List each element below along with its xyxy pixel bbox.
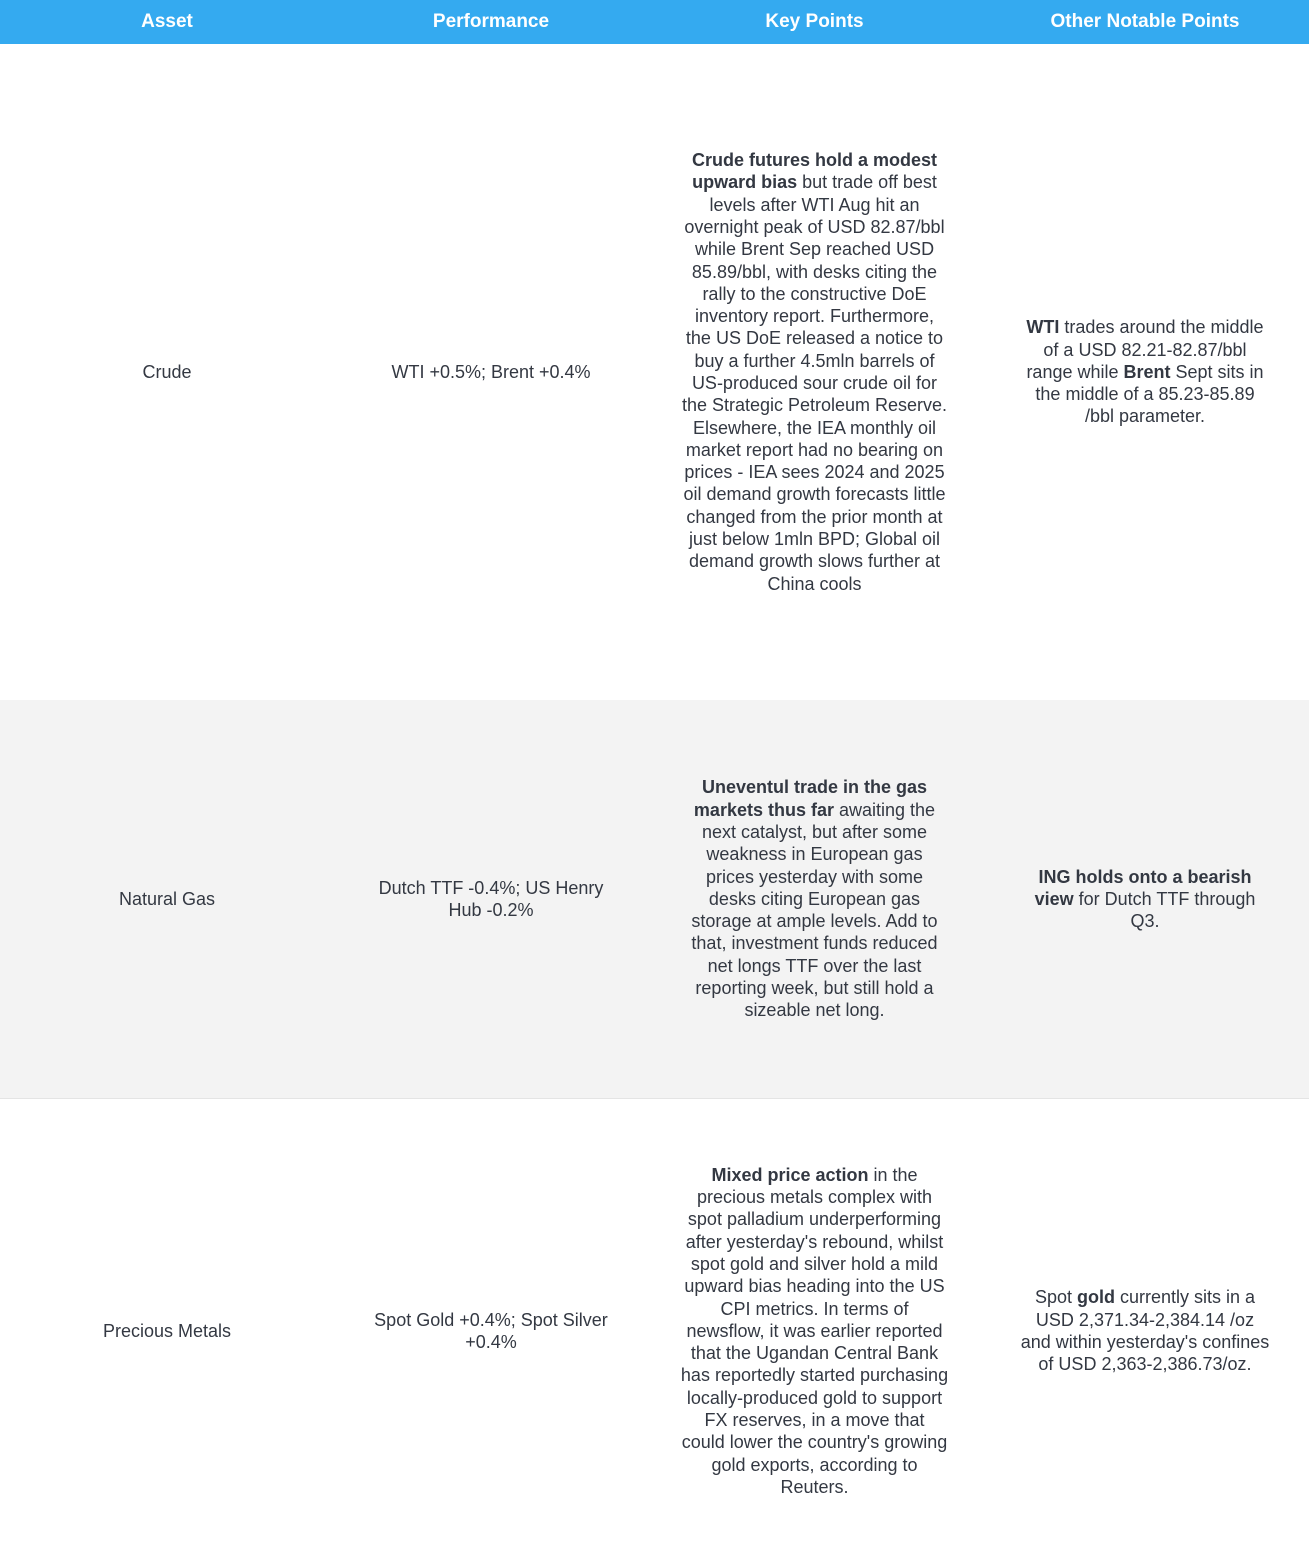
key-points-highlight: Mixed price action	[711, 1164, 869, 1185]
other-points-body: for Dutch TTF through Q3.	[1073, 888, 1256, 932]
key-points-text	[681, 1164, 949, 1498]
performance-cell	[334, 44, 648, 700]
key-points-highlight: Uneventul trade in the gas markets thus far	[693, 777, 928, 820]
other-points-highlight: gold	[1076, 1287, 1115, 1308]
asset-cell: Precious Metals	[0, 1099, 334, 1564]
other-points-text	[1019, 866, 1271, 933]
other-points-text	[1019, 316, 1271, 427]
key-points-highlight: Crude futures hold a modest upward bias	[691, 150, 938, 193]
key-points-cell	[648, 1099, 981, 1564]
key-points-body: but trade off best levels after WTI Aug hit an overnight peak of USD 82.87/bbl while Brent Sep reached USD 85.89/bbl, with desks citing the rally to the constructive DoE inventory report. Furthermore, the US DoE released a notice to buy a further 4.5mln barrels of US-produced sour crude oil for the Strategic Petroleum Reserve. Elsewhere, the IEA monthly oil market report had no bearing on prices - IEA sees 2024 and 2025 oil demand growth forecasts little changed from the prior month at just below 1mln BPD; Global oil demand growth slows further at China cools	[681, 172, 948, 594]
asset-cell: Natural Gas	[0, 700, 334, 1099]
performance-text: Spot Gold +0.4%; Spot Silver +0.4%	[374, 1309, 608, 1352]
performance-text: Dutch TTF -0.4%; US Henry Hub -0.2%	[378, 877, 604, 920]
table-row-natural-gas	[0, 700, 1309, 1099]
table-row-crude	[0, 44, 1309, 700]
key-points-body: in the precious metals complex with spot palladium underperforming after yesterday's rebound, whilst spot gold and silver hold a mild upward bias heading into the US CPI metrics. In terms of newsflow, it was earlier reported that the Ugandan Central Bank has reportedly started purchasing locally-produced gold to support FX reserves, in a move that could lower the country's growing gold exports, according to Reuters.	[680, 1164, 949, 1497]
other-points-highlight-brent: Brent	[1123, 361, 1171, 382]
other-points-cell	[981, 1099, 1309, 1564]
other-points-prefix: Spot	[1034, 1287, 1077, 1308]
header-asset: Asset	[0, 0, 334, 44]
header-key-points: Key Points	[648, 0, 981, 44]
header-other-points: Other Notable Points	[981, 0, 1309, 44]
key-points-text	[681, 149, 949, 595]
performance-text: WTI +0.5%; Brent +0.4%	[391, 361, 591, 382]
key-points-text	[681, 776, 949, 1021]
key-points-cell	[648, 44, 981, 700]
performance-cell	[334, 1099, 648, 1564]
key-points-body: awaiting the next catalyst, but after some weakness in European gas prices yesterday with some desks citing European gas storage at ample levels. Add to that, investment funds reduced net longs TTF over the last reporting week, but still hold a sizeable net long.	[691, 799, 938, 1021]
table-row-precious-metals	[0, 1099, 1309, 1564]
other-points-text	[1019, 1286, 1271, 1375]
other-points-cell	[981, 700, 1309, 1099]
other-points-highlight-wti: WTI	[1026, 317, 1060, 338]
other-points-body-2: Sept sits in the middle of a 85.23-85.89 /bbl parameter.	[1035, 361, 1264, 427]
other-points-body: currently sits in a USD 2,371.34-2,384.14 /oz and within yesterday's confines of USD 2,363-2,386.73/oz.	[1020, 1287, 1270, 1375]
header-performance: Performance	[334, 0, 648, 44]
header-row	[0, 0, 1309, 44]
other-points-body-1: trades around the middle of a USD 82.21-82.87/bbl range while	[1026, 317, 1264, 382]
other-points-highlight: ING holds onto a bearish view	[1034, 866, 1252, 909]
performance-cell	[334, 700, 648, 1099]
key-points-cell	[648, 700, 981, 1099]
other-points-cell	[981, 44, 1309, 700]
asset-cell: Crude	[0, 44, 334, 700]
